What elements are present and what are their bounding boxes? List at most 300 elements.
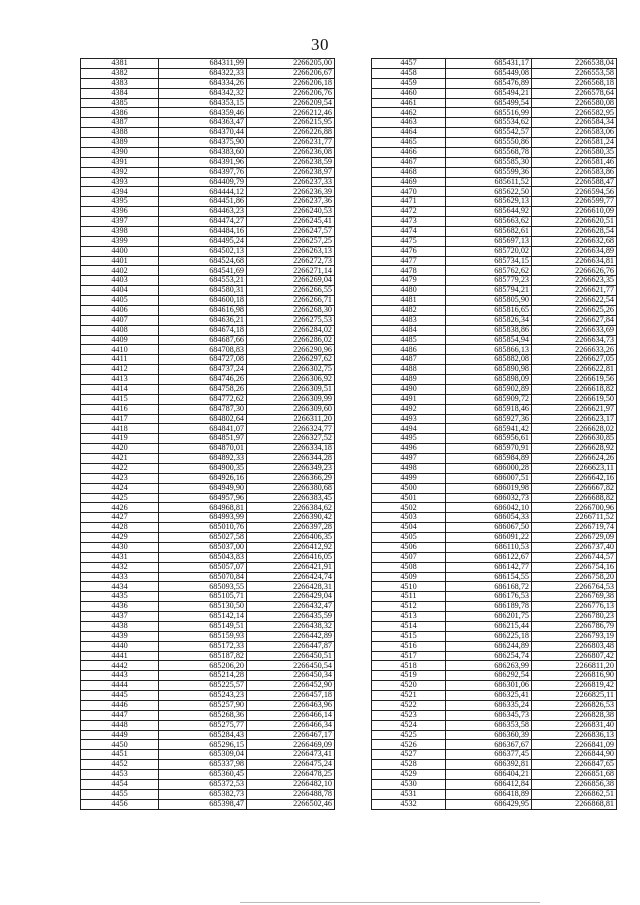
- table-row: [81, 651, 335, 661]
- x-coordinate-cell: 685093,55: [159, 582, 247, 592]
- y-coordinate-cell: 2266578,64: [532, 88, 617, 98]
- table-row: [81, 641, 335, 651]
- y-coordinate-cell: 2266811,20: [532, 661, 617, 671]
- table-row: [81, 375, 335, 385]
- table-row: [81, 226, 335, 236]
- table-row: [81, 68, 335, 78]
- x-coordinate-cell: 685697,13: [446, 236, 532, 246]
- point-number-cell: 4396: [81, 207, 159, 217]
- table-row: [372, 434, 617, 444]
- x-coordinate-cell: 684397,76: [159, 167, 247, 177]
- table-row: [372, 631, 617, 641]
- table-row: [372, 138, 617, 148]
- table-row: [372, 157, 617, 167]
- table-row: [81, 779, 335, 789]
- x-coordinate-cell: 684674,18: [159, 325, 247, 335]
- bottom-divider: [240, 902, 540, 903]
- y-coordinate-cell: 2266847,65: [532, 760, 617, 770]
- y-coordinate-cell: 2266384,62: [247, 503, 335, 513]
- point-number-cell: 4429: [81, 533, 159, 543]
- y-coordinate-cell: 2266247,57: [247, 226, 335, 236]
- x-coordinate-cell: 685826,34: [446, 315, 532, 325]
- point-number-cell: 4441: [81, 651, 159, 661]
- y-coordinate-cell: 2266581,46: [532, 157, 617, 167]
- y-coordinate-cell: 2266758,20: [532, 572, 617, 582]
- x-coordinate-cell: 685970,91: [446, 444, 532, 454]
- x-coordinate-cell: 685206,20: [159, 661, 247, 671]
- table-row: [81, 750, 335, 760]
- table-row: [372, 562, 617, 572]
- point-number-cell: 4529: [372, 770, 446, 780]
- x-coordinate-cell: 686325,41: [446, 691, 532, 701]
- x-coordinate-cell: 684900,35: [159, 463, 247, 473]
- x-coordinate-cell: 685794,21: [446, 286, 532, 296]
- point-number-cell: 4389: [81, 138, 159, 148]
- x-coordinate-cell: 686292,54: [446, 671, 532, 681]
- y-coordinate-cell: 2266622,54: [532, 296, 617, 306]
- point-number-cell: 4449: [81, 730, 159, 740]
- x-coordinate-cell: 685070,84: [159, 572, 247, 582]
- table-row: [372, 394, 617, 404]
- x-coordinate-cell: 684495,24: [159, 236, 247, 246]
- point-number-cell: 4466: [372, 147, 446, 157]
- table-row: [81, 572, 335, 582]
- x-coordinate-cell: 686176,53: [446, 592, 532, 602]
- table-row: [372, 523, 617, 533]
- y-coordinate-cell: 2266588,47: [532, 177, 617, 187]
- y-coordinate-cell: 2266633,26: [532, 345, 617, 355]
- x-coordinate-cell: 685644,92: [446, 207, 532, 217]
- x-coordinate-cell: 685516,99: [446, 108, 532, 118]
- table-row: [372, 552, 617, 562]
- x-coordinate-cell: 686042,10: [446, 503, 532, 513]
- point-number-cell: 4479: [372, 276, 446, 286]
- table-row: [372, 256, 617, 266]
- table-row: [372, 147, 617, 157]
- y-coordinate-cell: 2266309,99: [247, 394, 335, 404]
- coordinates-table-right: [371, 58, 617, 810]
- point-number-cell: 4517: [372, 651, 446, 661]
- point-number-cell: 4416: [81, 404, 159, 414]
- x-coordinate-cell: 685550,86: [446, 138, 532, 148]
- table-row: [372, 305, 617, 315]
- point-number-cell: 4487: [372, 355, 446, 365]
- x-coordinate-cell: 684311,99: [159, 59, 247, 69]
- table-row: [81, 167, 335, 177]
- x-coordinate-cell: 686301,06: [446, 681, 532, 691]
- y-coordinate-cell: 2266711,52: [532, 513, 617, 523]
- x-coordinate-cell: 686263,99: [446, 661, 532, 671]
- table-row: [372, 463, 617, 473]
- y-coordinate-cell: 2266634,81: [532, 256, 617, 266]
- x-coordinate-cell: 684926,16: [159, 473, 247, 483]
- table-row: [372, 770, 617, 780]
- y-coordinate-cell: 2266793,19: [532, 631, 617, 641]
- y-coordinate-cell: 2266469,09: [247, 740, 335, 750]
- y-coordinate-cell: 2266488,78: [247, 789, 335, 799]
- table-row: [372, 286, 617, 296]
- point-number-cell: 4512: [372, 602, 446, 612]
- point-number-cell: 4509: [372, 572, 446, 582]
- point-number-cell: 4474: [372, 226, 446, 236]
- y-coordinate-cell: 2266429,04: [247, 592, 335, 602]
- point-number-cell: 4452: [81, 760, 159, 770]
- table-row: [372, 691, 617, 701]
- table-row: [81, 671, 335, 681]
- x-coordinate-cell: 685542,57: [446, 128, 532, 138]
- y-coordinate-cell: 2266467,17: [247, 730, 335, 740]
- y-coordinate-cell: 2266769,38: [532, 592, 617, 602]
- point-number-cell: 4390: [81, 147, 159, 157]
- y-coordinate-cell: 2266630,85: [532, 434, 617, 444]
- y-coordinate-cell: 2266619,56: [532, 375, 617, 385]
- y-coordinate-cell: 2266231,77: [247, 138, 335, 148]
- y-coordinate-cell: 2266206,76: [247, 88, 335, 98]
- point-number-cell: 4415: [81, 394, 159, 404]
- x-coordinate-cell: 684600,18: [159, 296, 247, 306]
- table-row: [372, 177, 617, 187]
- table-row: [372, 444, 617, 454]
- table-row: [372, 68, 617, 78]
- point-number-cell: 4382: [81, 68, 159, 78]
- x-coordinate-cell: 685257,90: [159, 700, 247, 710]
- x-coordinate-cell: 684359,46: [159, 108, 247, 118]
- x-coordinate-cell: 686122,67: [446, 552, 532, 562]
- y-coordinate-cell: 2266667,82: [532, 483, 617, 493]
- point-number-cell: 4446: [81, 700, 159, 710]
- point-number-cell: 4433: [81, 572, 159, 582]
- point-number-cell: 4502: [372, 503, 446, 513]
- x-coordinate-cell: 685142,14: [159, 612, 247, 622]
- x-coordinate-cell: 685599,36: [446, 167, 532, 177]
- y-coordinate-cell: 2266236,39: [247, 187, 335, 197]
- y-coordinate-cell: 2266764,53: [532, 582, 617, 592]
- y-coordinate-cell: 2266825,11: [532, 691, 617, 701]
- table-row: [372, 602, 617, 612]
- point-number-cell: 4462: [372, 108, 446, 118]
- x-coordinate-cell: 685499,54: [446, 98, 532, 108]
- table-row: [81, 592, 335, 602]
- y-coordinate-cell: 2266435,59: [247, 612, 335, 622]
- x-coordinate-cell: 684463,23: [159, 207, 247, 217]
- x-coordinate-cell: 685159,93: [159, 631, 247, 641]
- x-coordinate-cell: 685984,89: [446, 454, 532, 464]
- y-coordinate-cell: 2266836,13: [532, 730, 617, 740]
- y-coordinate-cell: 2266275,53: [247, 315, 335, 325]
- point-number-cell: 4424: [81, 483, 159, 493]
- table-row: [372, 651, 617, 661]
- y-coordinate-cell: 2266580,35: [532, 147, 617, 157]
- y-coordinate-cell: 2266205,00: [247, 59, 335, 69]
- x-coordinate-cell: 684353,15: [159, 98, 247, 108]
- y-coordinate-cell: 2266538,04: [532, 59, 617, 69]
- y-coordinate-cell: 2266268,30: [247, 305, 335, 315]
- x-coordinate-cell: 684993,99: [159, 513, 247, 523]
- y-coordinate-cell: 2266599,77: [532, 197, 617, 207]
- table-row: [81, 710, 335, 720]
- y-coordinate-cell: 2266619,50: [532, 394, 617, 404]
- y-coordinate-cell: 2266786,79: [532, 621, 617, 631]
- point-number-cell: 4430: [81, 542, 159, 552]
- y-coordinate-cell: 2266447,87: [247, 641, 335, 651]
- y-coordinate-cell: 2266627,84: [532, 315, 617, 325]
- x-coordinate-cell: 686225,18: [446, 631, 532, 641]
- point-number-cell: 4518: [372, 661, 446, 671]
- table-row: [81, 612, 335, 622]
- point-number-cell: 4414: [81, 384, 159, 394]
- x-coordinate-cell: 685909,72: [446, 394, 532, 404]
- point-number-cell: 4460: [372, 88, 446, 98]
- x-coordinate-cell: 684949,90: [159, 483, 247, 493]
- x-coordinate-cell: 684957,96: [159, 493, 247, 503]
- point-number-cell: 4455: [81, 789, 159, 799]
- table-row: [81, 266, 335, 276]
- point-number-cell: 4485: [372, 335, 446, 345]
- point-number-cell: 4419: [81, 434, 159, 444]
- point-number-cell: 4497: [372, 454, 446, 464]
- y-coordinate-cell: 2266584,34: [532, 118, 617, 128]
- table-row: [81, 118, 335, 128]
- table-row: [372, 750, 617, 760]
- table-row: [372, 473, 617, 483]
- table-row: [372, 760, 617, 770]
- point-number-cell: 4488: [372, 365, 446, 375]
- x-coordinate-cell: 685382,73: [159, 789, 247, 799]
- y-coordinate-cell: 2266780,23: [532, 612, 617, 622]
- x-coordinate-cell: 686007,51: [446, 473, 532, 483]
- x-coordinate-cell: 686360,39: [446, 730, 532, 740]
- y-coordinate-cell: 2266776,13: [532, 602, 617, 612]
- table-row: [81, 147, 335, 157]
- x-coordinate-cell: 686418,89: [446, 789, 532, 799]
- x-coordinate-cell: 685585,30: [446, 157, 532, 167]
- y-coordinate-cell: 2266450,54: [247, 661, 335, 671]
- y-coordinate-cell: 2266642,16: [532, 473, 617, 483]
- x-coordinate-cell: 685927,36: [446, 414, 532, 424]
- x-coordinate-cell: 686244,89: [446, 641, 532, 651]
- table-row: [372, 513, 617, 523]
- y-coordinate-cell: 2266583,86: [532, 167, 617, 177]
- point-number-cell: 4399: [81, 236, 159, 246]
- y-coordinate-cell: 2266206,18: [247, 78, 335, 88]
- y-coordinate-cell: 2266240,53: [247, 207, 335, 217]
- table-row: [372, 789, 617, 799]
- table-row: [372, 335, 617, 345]
- x-coordinate-cell: 686367,67: [446, 740, 532, 750]
- y-coordinate-cell: 2266583,06: [532, 128, 617, 138]
- x-coordinate-cell: 686067,50: [446, 523, 532, 533]
- point-number-cell: 4492: [372, 404, 446, 414]
- x-coordinate-cell: 685225,57: [159, 681, 247, 691]
- point-number-cell: 4508: [372, 562, 446, 572]
- point-number-cell: 4478: [372, 266, 446, 276]
- point-number-cell: 4481: [372, 296, 446, 306]
- y-coordinate-cell: 2266438,32: [247, 621, 335, 631]
- point-number-cell: 4410: [81, 345, 159, 355]
- point-number-cell: 4412: [81, 365, 159, 375]
- point-number-cell: 4507: [372, 552, 446, 562]
- point-number-cell: 4523: [372, 710, 446, 720]
- point-number-cell: 4407: [81, 315, 159, 325]
- point-number-cell: 4500: [372, 483, 446, 493]
- y-coordinate-cell: 2266841,09: [532, 740, 617, 750]
- x-coordinate-cell: 685838,86: [446, 325, 532, 335]
- table-row: [81, 621, 335, 631]
- y-coordinate-cell: 2266390,42: [247, 513, 335, 523]
- table-row: [81, 246, 335, 256]
- y-coordinate-cell: 2266625,26: [532, 305, 617, 315]
- x-coordinate-cell: 685663,62: [446, 217, 532, 227]
- point-number-cell: 4490: [372, 384, 446, 394]
- y-coordinate-cell: 2266610,09: [532, 207, 617, 217]
- point-number-cell: 4401: [81, 256, 159, 266]
- y-coordinate-cell: 2266442,89: [247, 631, 335, 641]
- y-coordinate-cell: 2266432,47: [247, 602, 335, 612]
- y-coordinate-cell: 2266311,20: [247, 414, 335, 424]
- table-row: [81, 681, 335, 691]
- table-row: [81, 720, 335, 730]
- point-number-cell: 4499: [372, 473, 446, 483]
- table-row: [81, 365, 335, 375]
- table-row: [372, 315, 617, 325]
- point-number-cell: 4510: [372, 582, 446, 592]
- x-coordinate-cell: 685296,15: [159, 740, 247, 750]
- point-number-cell: 4442: [81, 661, 159, 671]
- point-number-cell: 4467: [372, 157, 446, 167]
- point-number-cell: 4443: [81, 671, 159, 681]
- table-row: [81, 394, 335, 404]
- table-row: [372, 98, 617, 108]
- y-coordinate-cell: 2266628,92: [532, 444, 617, 454]
- table-row: [372, 414, 617, 424]
- x-coordinate-cell: 686412,84: [446, 779, 532, 789]
- table-row: [372, 236, 617, 246]
- point-number-cell: 4528: [372, 760, 446, 770]
- y-coordinate-cell: 2266634,73: [532, 335, 617, 345]
- x-coordinate-cell: 686032,73: [446, 493, 532, 503]
- x-coordinate-cell: 686019,98: [446, 483, 532, 493]
- x-coordinate-cell: 685720,02: [446, 246, 532, 256]
- y-coordinate-cell: 2266286,02: [247, 335, 335, 345]
- x-coordinate-cell: 685027,58: [159, 533, 247, 543]
- y-coordinate-cell: 2266620,51: [532, 217, 617, 227]
- x-coordinate-cell: 684409,79: [159, 177, 247, 187]
- y-coordinate-cell: 2266754,16: [532, 562, 617, 572]
- x-coordinate-cell: 686345,73: [446, 710, 532, 720]
- y-coordinate-cell: 2266816,90: [532, 671, 617, 681]
- table-row: [372, 503, 617, 513]
- x-coordinate-cell: 685568,78: [446, 147, 532, 157]
- y-coordinate-cell: 2266297,62: [247, 355, 335, 365]
- y-coordinate-cell: 2266623,35: [532, 276, 617, 286]
- point-number-cell: 4464: [372, 128, 446, 138]
- point-number-cell: 4440: [81, 641, 159, 651]
- x-coordinate-cell: 685337,98: [159, 760, 247, 770]
- y-coordinate-cell: 2266628,54: [532, 226, 617, 236]
- y-coordinate-cell: 2266580,08: [532, 98, 617, 108]
- table-row: [81, 414, 335, 424]
- point-number-cell: 4387: [81, 118, 159, 128]
- y-coordinate-cell: 2266257,25: [247, 236, 335, 246]
- y-coordinate-cell: 2266212,46: [247, 108, 335, 118]
- point-number-cell: 4450: [81, 740, 159, 750]
- table-row: [81, 138, 335, 148]
- point-number-cell: 4516: [372, 641, 446, 651]
- table-row: [372, 128, 617, 138]
- point-number-cell: 4519: [372, 671, 446, 681]
- point-number-cell: 4504: [372, 523, 446, 533]
- x-coordinate-cell: 685734,15: [446, 256, 532, 266]
- x-coordinate-cell: 685372,53: [159, 779, 247, 789]
- point-number-cell: 4496: [372, 444, 446, 454]
- x-coordinate-cell: 684746,26: [159, 375, 247, 385]
- y-coordinate-cell: 2266568,18: [532, 78, 617, 88]
- table-row: [372, 207, 617, 217]
- table-row: [372, 700, 617, 710]
- table-row: [81, 463, 335, 473]
- table-row: [372, 187, 617, 197]
- table-row: [372, 582, 617, 592]
- x-coordinate-cell: 685629,13: [446, 197, 532, 207]
- table-row: [81, 384, 335, 394]
- x-coordinate-cell: 685172,33: [159, 641, 247, 651]
- table-row: [81, 799, 335, 809]
- table-row: [81, 345, 335, 355]
- table-row: [372, 483, 617, 493]
- y-coordinate-cell: 2266206,67: [247, 68, 335, 78]
- table-row: [81, 404, 335, 414]
- y-coordinate-cell: 2266302,75: [247, 365, 335, 375]
- point-number-cell: 4384: [81, 88, 159, 98]
- y-coordinate-cell: 2266452,90: [247, 681, 335, 691]
- table-row: [372, 612, 617, 622]
- y-coordinate-cell: 2266475,24: [247, 760, 335, 770]
- y-coordinate-cell: 2266623,11: [532, 463, 617, 473]
- y-coordinate-cell: 2266397,28: [247, 523, 335, 533]
- x-coordinate-cell: 686377,45: [446, 750, 532, 760]
- point-number-cell: 4513: [372, 612, 446, 622]
- x-coordinate-cell: 685762,62: [446, 266, 532, 276]
- point-number-cell: 4397: [81, 217, 159, 227]
- point-number-cell: 4418: [81, 424, 159, 434]
- table-row: [372, 454, 617, 464]
- point-number-cell: 4521: [372, 691, 446, 701]
- point-number-cell: 4444: [81, 681, 159, 691]
- table-row: [372, 779, 617, 789]
- x-coordinate-cell: 685898,09: [446, 375, 532, 385]
- x-coordinate-cell: 685284,43: [159, 730, 247, 740]
- point-number-cell: 4427: [81, 513, 159, 523]
- y-coordinate-cell: 2266416,05: [247, 552, 335, 562]
- table-row: [372, 217, 617, 227]
- y-coordinate-cell: 2266284,02: [247, 325, 335, 335]
- table-row: [81, 88, 335, 98]
- y-coordinate-cell: 2266831,40: [532, 720, 617, 730]
- y-coordinate-cell: 2266266,55: [247, 286, 335, 296]
- x-coordinate-cell: 686142,77: [446, 562, 532, 572]
- point-number-cell: 4491: [372, 394, 446, 404]
- y-coordinate-cell: 2266628,02: [532, 424, 617, 434]
- point-number-cell: 4432: [81, 562, 159, 572]
- table-row: [81, 108, 335, 118]
- table-row: [372, 59, 617, 69]
- table-row: [81, 513, 335, 523]
- x-coordinate-cell: 686168,72: [446, 582, 532, 592]
- x-coordinate-cell: 686392,81: [446, 760, 532, 770]
- table-row: [372, 730, 617, 740]
- y-coordinate-cell: 2266868,81: [532, 799, 617, 809]
- point-number-cell: 4473: [372, 217, 446, 227]
